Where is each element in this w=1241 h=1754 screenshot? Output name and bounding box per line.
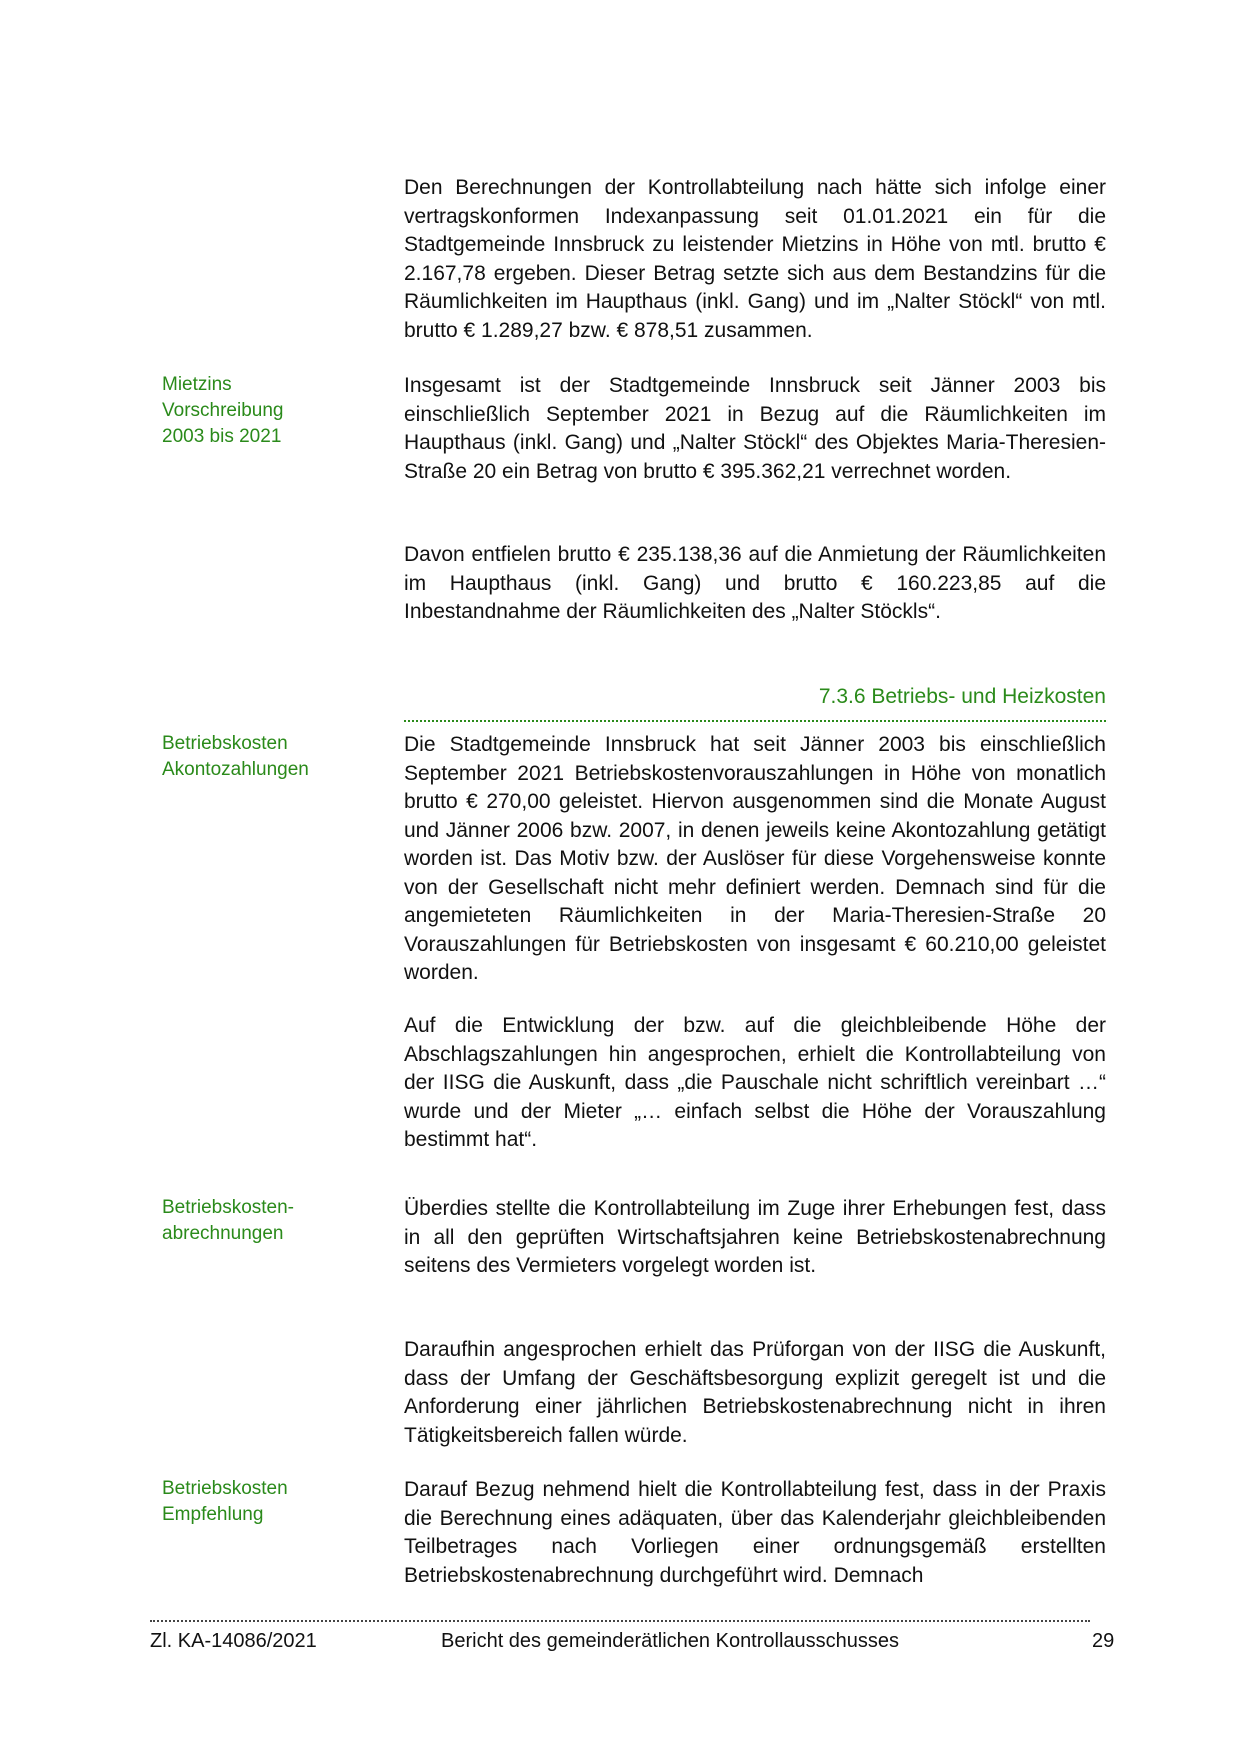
paragraph-no-statement: Überdies stellte die Kontrollabteilung im Zuge ihrer Erhebungen fest, dass in all den geprüften Wirtschaftsjahren keine Betriebskostenabrechnung seitens des Vermieters vorgelegt worden ist. bbox=[404, 1197, 1106, 1277]
paragraph-rent-split: Davon entfielen brutto € 235.138,36 auf die Anmietung der Räumlichkeiten im Haupthaus (inkl. Gang) und brutto € 160.223,85 auf die Inbestandnahme der Räumlichkeiten des „Nalter Stöckls“. bbox=[404, 543, 1106, 623]
footer-divider bbox=[150, 1620, 1090, 1622]
paragraph-index-adjustment: Den Berechnungen der Kontrollabteilung nach hätte sich infolge einer vertragskonformen Indexanpassung seit 01.01.2021 ein für die Stadtgemeinde Innsbruck zu leistender Mietzins in Höhe von mtl. brutto € 2.167,78 ergeben. Dieser Betrag setzte sich aus dem Bestandzins für die Räumlichkeiten im Haupthaus (inkl. Gang) und im „Nalter Stöckl“ von mtl. brutto € 1.289,27 bzw. € 878,51 zusammen. bbox=[404, 176, 1106, 342]
sidenote-empfehlung: Betriebskosten Empfehlung bbox=[162, 1478, 288, 1525]
paragraph-prepayments: Die Stadtgemeinde Innsbruck hat seit Jänner 2003 bis einschließlich September 2021 Betriebskostenvorauszahlungen in Höhe von monatlich brutto € 270,00 geleistet. Hiervon ausgenommen sind die Monate August und Jänner 2006 bzw. 2007, in denen jeweils keine Akontozahlung getätigt worden ist. Das Motiv bzw. der Auslöser für diese Vorgehensweise konnte von der Gesellschaft nicht mehr definiert werden. Demnach sind für die angemieteten Räumlichkeiten in der Maria-Theresien-Straße 20 Vorauszahlungen für Betriebskosten von insgesamt € 60.210,00 geleistet worden. bbox=[404, 733, 1106, 984]
section-divider bbox=[404, 720, 1106, 722]
sidenote-akontozahlungen: Betriebskosten Akontozahlungen bbox=[162, 733, 309, 780]
page-number: 29 bbox=[1092, 1630, 1115, 1652]
footer-reference: Zl. KA-14086/2021 bbox=[150, 1630, 317, 1652]
sidenote-abrechnungen: Betriebskosten- abrechnungen bbox=[162, 1197, 295, 1244]
footer-title: Bericht des gemeinderätlichen Kontrollausschusses bbox=[441, 1630, 900, 1652]
paragraph-iisg-response: Daraufhin angesprochen erhielt das Prüforgan von der IISG die Auskunft, dass der Umfang der Geschäftsbesorgung explizit geregelt ist und die Anforderung einer jährlichen Betriebskostenabrechnung nicht in ihren Tätigkeitsbereich fallen würde. bbox=[404, 1338, 1106, 1447]
sidenote-mietzins: Mietzins Vorschreibung 2003 bis 2021 bbox=[162, 374, 284, 447]
paragraph-total-rent: Insgesamt ist der Stadtgemeinde Innsbruck seit Jänner 2003 bis einschließlich September 2021 in Bezug auf die Räumlichkeiten im Haupthaus (inkl. Gang) und „Nalter Stöckl“ des Objektes Maria-Theresien-Straße 20 ein Betrag von brutto € 395.362,21 verrechnet worden. bbox=[404, 374, 1106, 483]
section-heading: 7.3.6 Betriebs- und Heizkosten bbox=[818, 685, 1106, 708]
paragraph-flat-rate: Auf die Entwicklung der bzw. auf die gleichbleibende Höhe der Abschlagszahlungen hin angesprochen, erhielt die Kontrollabteilung von der IISG die Auskunft, dass „die Pauschale nicht schriftlich vereinbart …“ wurde und der Mieter „… einfach selbst die Höhe der Vorauszahlung bestimmt hat“. bbox=[404, 1014, 1106, 1151]
paragraph-recommendation: Darauf Bezug nehmend hielt die Kontrollabteilung fest, dass in der Praxis die Berechnung eines adäquaten, über das Kalenderjahr gleichbleibenden Teilbetrages nach Vorliegen einer ordnungsgemäß erstellten Betriebskostenabrechnung durchgeführt wird. Demnach bbox=[404, 1478, 1106, 1587]
